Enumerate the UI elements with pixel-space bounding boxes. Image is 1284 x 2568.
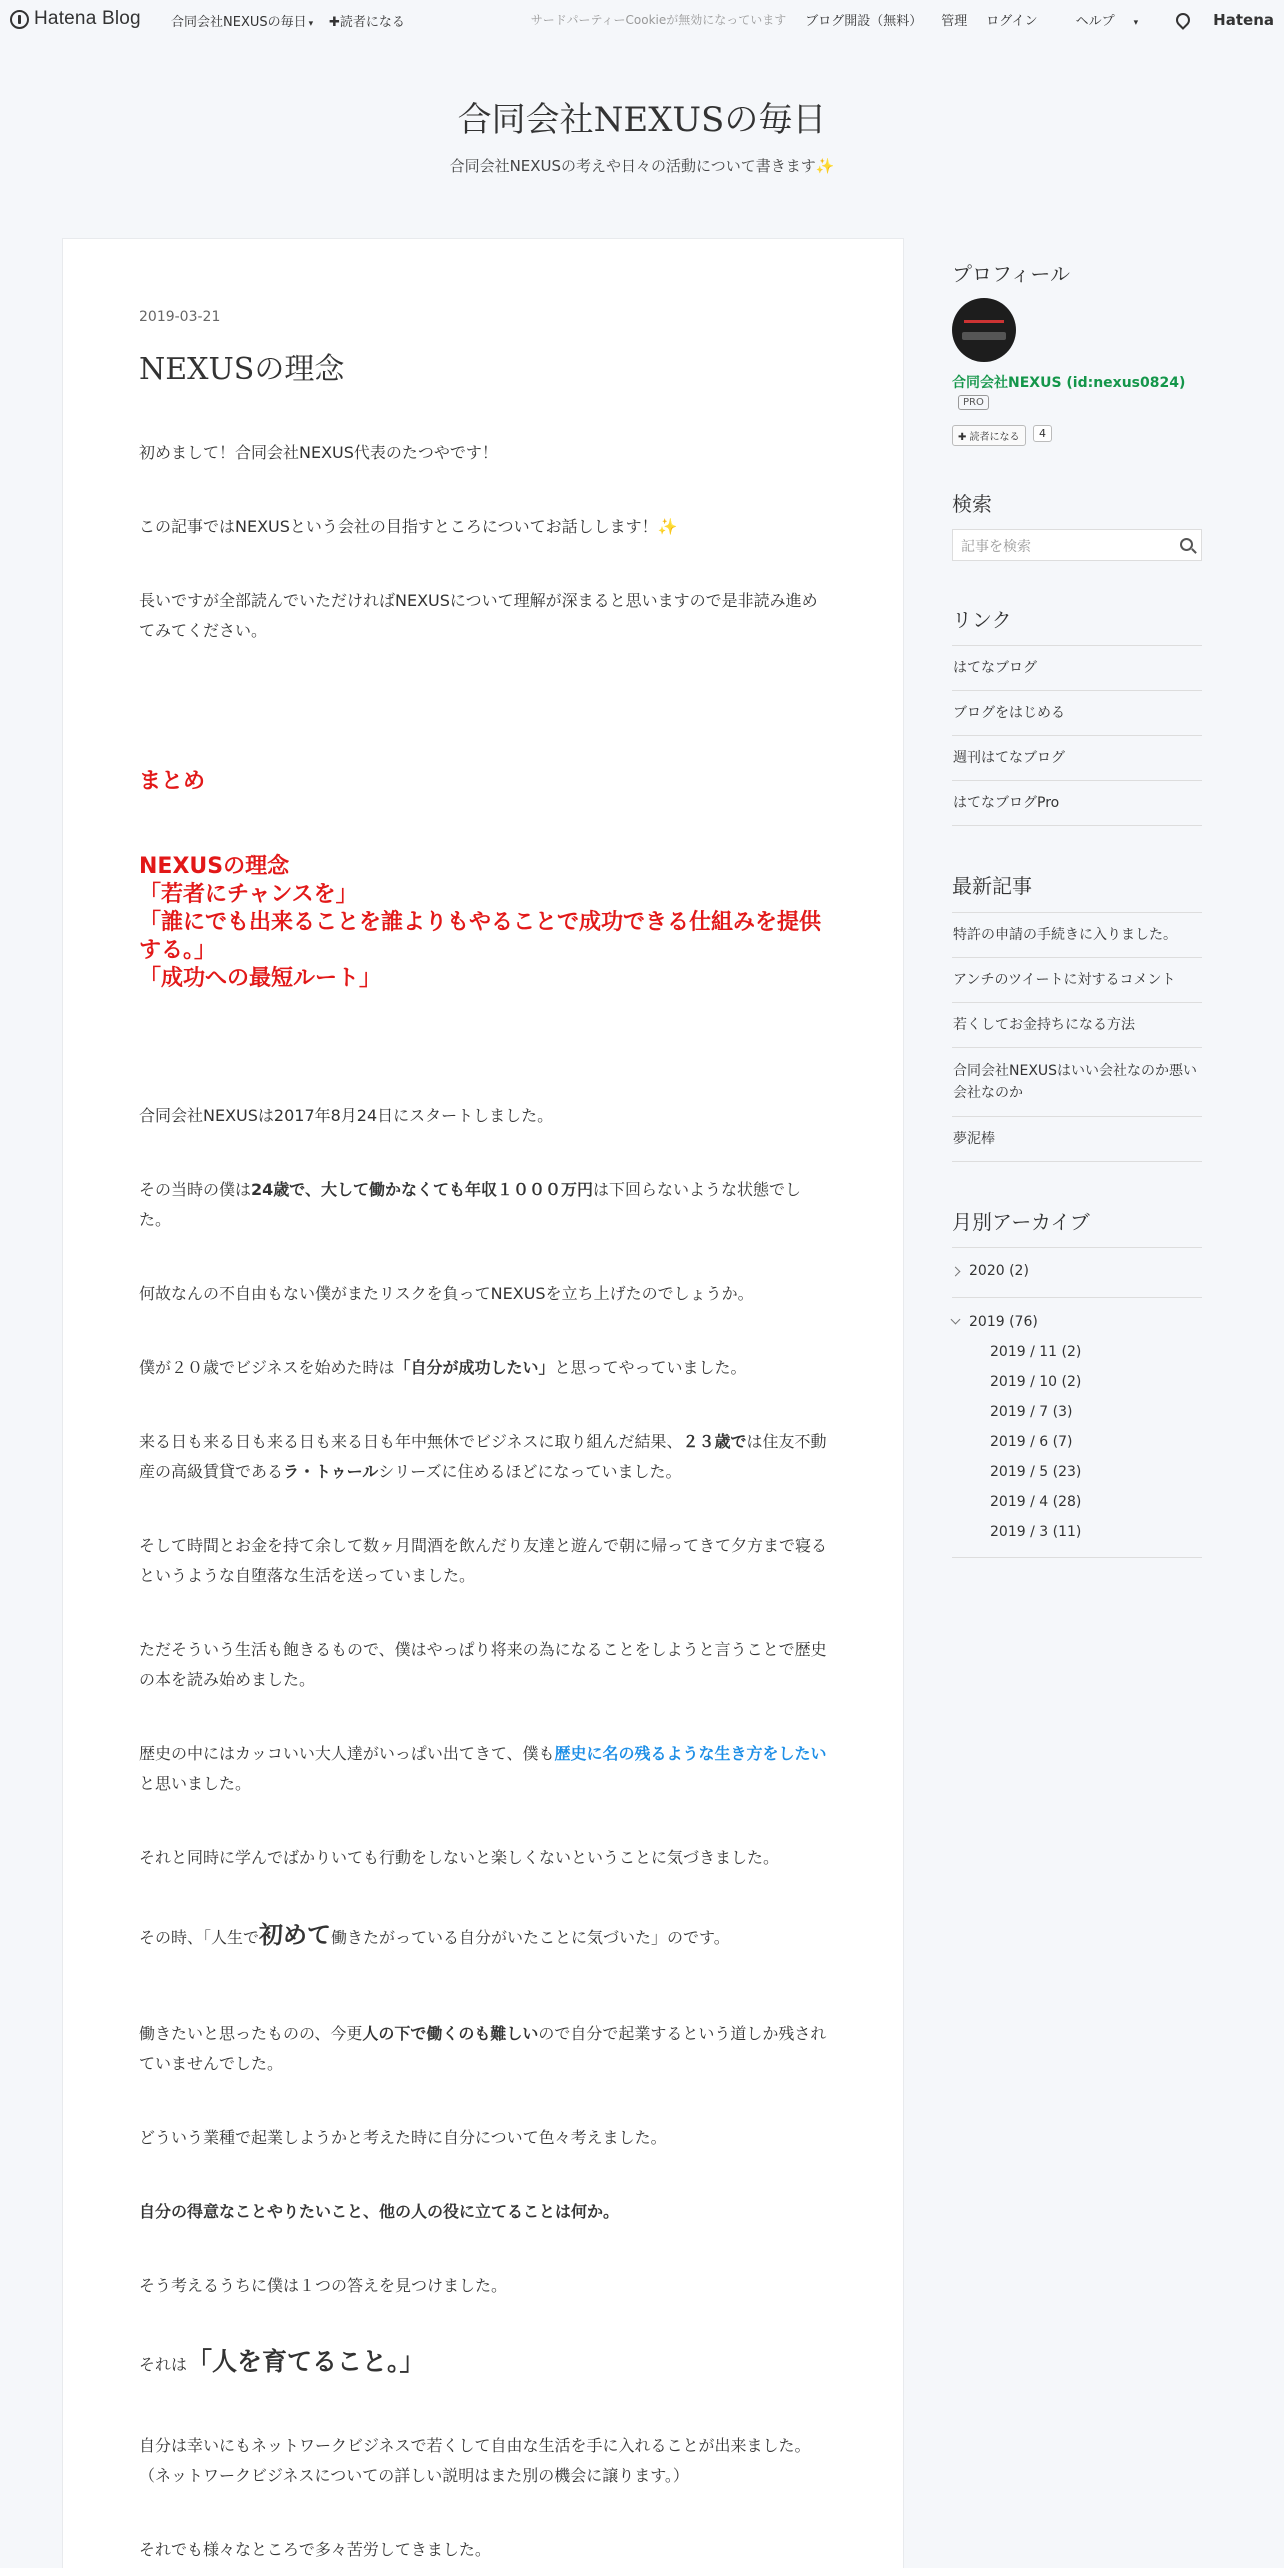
text-run: は下回らないような状態でした。 xyxy=(139,1180,801,1229)
paragraph: そう考えるうちに僕は１つの答えを見つけました。 xyxy=(139,2276,508,2295)
paragraph xyxy=(139,1739,829,1799)
bold-text: 24歳で、大して働かなくても年収１０００万円 xyxy=(251,1180,593,1199)
text-run: シリーズに住めるほどになっていました。 xyxy=(378,1462,682,1481)
recent-entry-link[interactable]: アンチのツイートに対するコメント xyxy=(952,958,1202,1003)
search-icon[interactable] xyxy=(1180,538,1193,551)
profile-heading: プロフィール xyxy=(952,262,1070,286)
recent-entry-link[interactable]: 若くしてお金持ちになる方法 xyxy=(952,1003,1202,1048)
hatena-blog-logo-icon xyxy=(10,10,29,29)
paragraph xyxy=(139,1917,829,1956)
large-bold-text: 「人を育てること。」 xyxy=(187,2347,425,2376)
caret-down-icon: ▾ xyxy=(308,19,314,29)
text-run: 働きたがっている自分がいたことに気づいた」のです。 xyxy=(331,1928,730,1947)
recent-entry-link[interactable]: 夢泥棒 xyxy=(952,1117,1202,1162)
summary-line: 「成功への最短ルート」 xyxy=(139,966,382,991)
header-nav xyxy=(512,10,1274,29)
archive-month-link[interactable]: 2019 / 10 (2) xyxy=(990,1374,1082,1390)
bold-text: ラ・トゥール xyxy=(283,1462,379,1481)
summary-line: 「誰にでも出来ることを誰よりもやることで成功できる仕組みを提供する。」 xyxy=(139,910,822,963)
links-heading: リンク xyxy=(952,608,1012,632)
archive-month-link[interactable]: 2019 / 6 (7) xyxy=(990,1434,1073,1450)
summary-line: NEXUSの理念 xyxy=(139,854,290,879)
links-list xyxy=(952,645,1202,826)
archive-month-link[interactable]: 2019 / 5 (23) xyxy=(990,1464,1082,1480)
open-blog-link[interactable]: ブログ開設（無料） xyxy=(805,14,923,29)
paragraph: 初めまして！合同会社NEXUS代表のたつやです！ xyxy=(139,443,498,462)
hatena-brand-link[interactable] xyxy=(1157,11,1274,29)
divider xyxy=(952,1247,1202,1248)
pro-badge: PRO xyxy=(958,395,989,410)
text-run: その当時の僕は xyxy=(139,1180,252,1199)
help-menu[interactable] xyxy=(1057,10,1139,29)
text-run: は住友不動産の高級賃貸である xyxy=(139,1432,827,1481)
help-label: ヘルプ xyxy=(1075,14,1115,29)
blog-menu-dropdown[interactable] xyxy=(171,11,313,30)
entry-card xyxy=(62,238,904,2568)
paragraph xyxy=(139,1427,829,1487)
recent-entries-list xyxy=(952,912,1202,1162)
avatar[interactable] xyxy=(952,298,1016,362)
divider xyxy=(952,1297,1202,1298)
paragraph: 合同会社NEXUSは2017年8月24日にスタートしました。 xyxy=(139,1106,554,1125)
paragraph: 何故なんの不自由もない僕がまたリスクを負ってNEXUSを立ち上げたのでしょうか。 xyxy=(139,1284,754,1303)
subscribe-button[interactable]: ✚ 読者になる xyxy=(952,425,1026,446)
text-run: と思いました。 xyxy=(139,1774,252,1793)
bold-text: 「自分が成功したい」 xyxy=(394,1358,555,1377)
hatena-logo-icon xyxy=(1173,10,1193,30)
search-placeholder: 記事を検索 xyxy=(961,539,1031,555)
profile-name-link[interactable]: 合同会社NEXUS (id:nexus0824) xyxy=(952,375,1186,391)
logo-text: Hatena Blog xyxy=(34,8,141,29)
caret-down-icon: ▾ xyxy=(1133,18,1139,28)
entry-date[interactable]: 2019-03-21 xyxy=(139,309,221,325)
link-item[interactable]: ブログをはじめる xyxy=(952,691,1202,736)
text-run: ので自分で起業するという道しか残されていませんでした。 xyxy=(139,2024,827,2073)
archive-heading: 月別アーカイブ xyxy=(952,1210,1090,1234)
link-item[interactable]: はてなブログPro xyxy=(952,781,1202,826)
login-link[interactable]: ログイン xyxy=(986,14,1038,29)
text-run: と思ってやっていました。 xyxy=(554,1358,747,1377)
archive-month-link[interactable]: 2019 / 4 (28) xyxy=(990,1494,1082,1510)
paragraph xyxy=(139,1175,829,1235)
bold-text: ２３歳で xyxy=(682,1432,747,1451)
link-item[interactable]: 週刊はてなブログ xyxy=(952,736,1202,781)
paragraph: この記事ではNEXUSという会社の目指すところについてお話しします！✨ xyxy=(139,517,678,536)
archive-month-link[interactable]: 2019 / 11 (2) xyxy=(990,1344,1082,1360)
paragraph xyxy=(139,2343,829,2384)
divider xyxy=(952,1557,1202,1558)
paragraph: どういう業種で起業しようかと考えた時に自分について色々考えました。 xyxy=(139,2128,667,2147)
bold-text: 人の下で働くのも難しい xyxy=(362,2024,539,2043)
blog-menu-label: 合同会社NEXUSの毎日 xyxy=(171,15,307,30)
text-run: 働きたいと思ったものの、今更 xyxy=(139,2024,363,2043)
link-item[interactable]: はてなブログ xyxy=(952,646,1202,691)
recent-entry-link[interactable]: 特許の申請の手続きに入りました。 xyxy=(952,913,1202,958)
paragraph: ただそういう生活も飽きるもので、僕はやっぱり将来の為になることをしようと言うことで歴史の本を読み始めました。 xyxy=(139,1640,827,1689)
chevron-down-icon[interactable] xyxy=(951,1315,961,1325)
paragraph xyxy=(139,1353,829,1383)
text-run: 歴史の中にはカッコいい大人達がいっぱい出てきて、僕も xyxy=(139,1744,555,1763)
blog-title[interactable]: 合同会社NEXUSの毎日 xyxy=(457,100,827,140)
paragraph xyxy=(139,2019,829,2079)
paragraph: それと同時に学んでばかりいても行動をしないと楽しくないということに気づきました。 xyxy=(139,1848,780,1867)
archive-year-label[interactable]: 2020 (2) xyxy=(969,1263,1029,1279)
search-heading: 検索 xyxy=(952,492,992,516)
paragraph: そして時間とお金を持て余して数ヶ月間酒を飲んだり友達と遊んで朝に帰ってきて夕方まで寝るというような自堕落な生活を送っていました。 xyxy=(139,1536,828,1585)
paragraph: 自分の得意なことやりたいこと、他の人の役に立てることは何か。 xyxy=(139,2202,620,2221)
highlight-text: 歴史に名の残るような生き方をしたい xyxy=(554,1744,827,1763)
archive-year-label[interactable]: 2019 (76) xyxy=(969,1314,1038,1330)
text-run: それは xyxy=(139,2355,188,2374)
large-bold-text: 初めて xyxy=(259,1921,332,1949)
text-run: 来る日も来る日も来る日も来る日も年中無休でビジネスに取り組んだ結果、 xyxy=(139,1432,683,1451)
summary-heading: まとめ xyxy=(139,769,206,794)
hatena-brand-label: Hatena xyxy=(1213,10,1274,29)
hatena-blog-logo[interactable] xyxy=(10,8,141,30)
archive-month-link[interactable]: 2019 / 3 (11) xyxy=(990,1524,1082,1540)
recent-heading: 最新記事 xyxy=(952,874,1032,898)
archive-year-2019[interactable] xyxy=(952,1314,1202,1330)
entry-title[interactable]: NEXUSの理念 xyxy=(139,352,345,387)
admin-link[interactable]: 管理 xyxy=(941,14,968,29)
blog-description: 合同会社NEXUSの考えや日々の活動について書きます✨ xyxy=(449,157,835,175)
search-input[interactable] xyxy=(952,529,1202,561)
paragraph: 長いですが全部読んでいただければNEXUSについて理解が深まると思いますので是非読み進めてみてください。 xyxy=(139,591,818,640)
summary-line: 「若者にチャンスを」 xyxy=(139,882,358,907)
archive-month-link[interactable]: 2019 / 7 (3) xyxy=(990,1404,1073,1420)
subscriber-count[interactable]: 4 xyxy=(1033,425,1052,442)
text-run: その時、「人生で xyxy=(139,1928,260,1947)
chevron-right-icon[interactable] xyxy=(951,1267,961,1277)
recent-entry-link[interactable]: 合同会社NEXUSはいい会社なのか悪い会社なのか xyxy=(952,1048,1202,1117)
summary-block xyxy=(139,853,829,993)
cookie-notice: サードパーティーCookieが無効になっています xyxy=(530,13,787,27)
paragraph: それでも様々なところで多々苦労してきました。 xyxy=(139,2540,491,2559)
paragraph: 自分は幸いにもネットワークビジネスで若くして自由な生活を手に入れることが出来ました。（ネットワークビジネスについての詳しい説明はまた別の機会に譲ります。） xyxy=(139,2436,811,2485)
global-header xyxy=(0,0,1284,38)
header-subscribe-link[interactable]: ✚読者になる xyxy=(329,15,405,30)
text-run: 僕が２０歳でビジネスを始めた時は xyxy=(139,1358,395,1377)
archive-year-2020[interactable] xyxy=(952,1263,1202,1279)
